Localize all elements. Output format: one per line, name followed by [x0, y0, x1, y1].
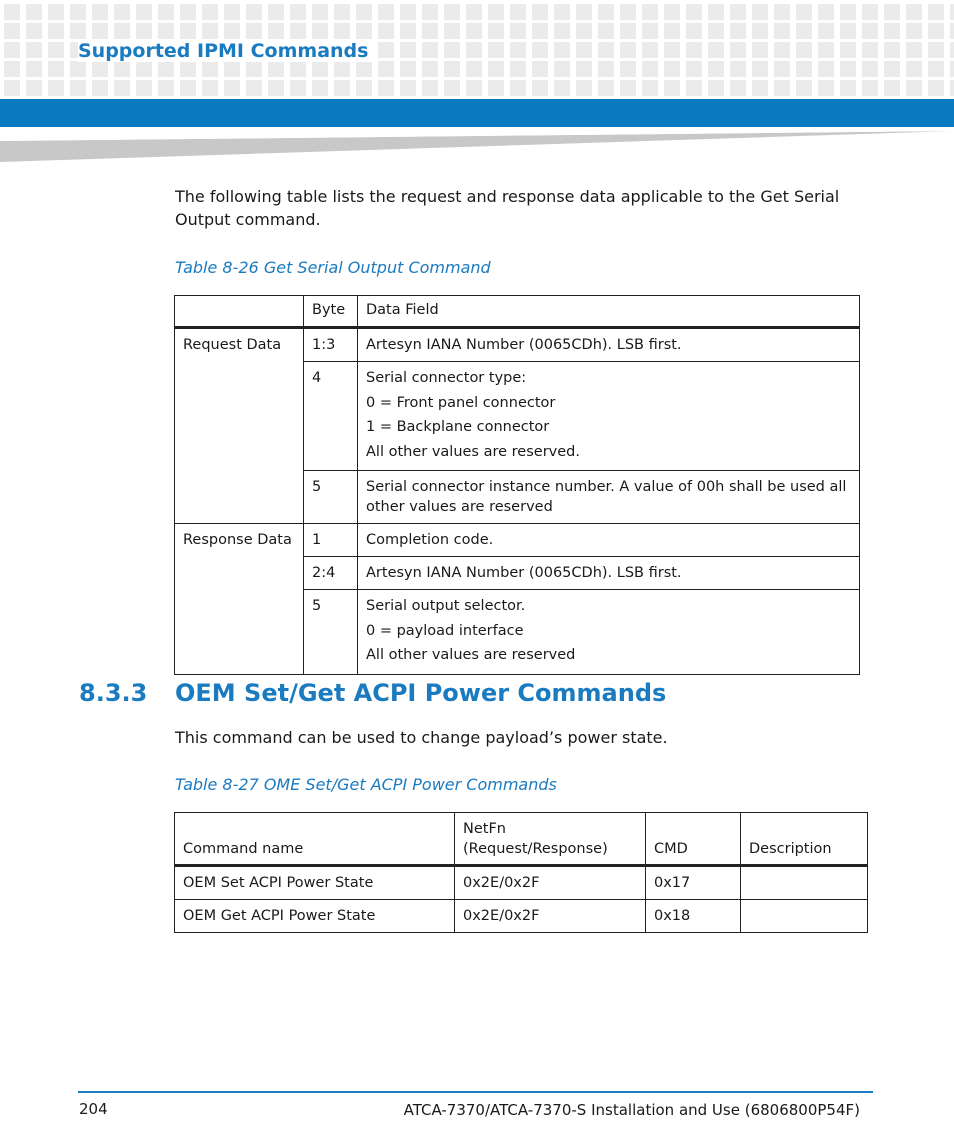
header-pattern-square: [906, 23, 922, 39]
header-pattern-square: [906, 61, 922, 77]
header-pattern-square: [444, 80, 460, 96]
acpi-power-commands-table: [174, 812, 868, 933]
header-pattern-square: [26, 80, 42, 96]
header-pattern-square: [752, 4, 768, 20]
header-pattern-square: [400, 4, 416, 20]
header-pattern-square: [268, 4, 284, 20]
header-pattern-square: [136, 23, 152, 39]
header-pattern-square: [664, 61, 680, 77]
header-pattern-square: [950, 23, 954, 39]
header-pattern-square: [290, 23, 306, 39]
header-pattern-square: [576, 4, 592, 20]
header-pattern-square: [906, 4, 922, 20]
header-pattern-square: [136, 61, 152, 77]
data-line: Serial connector instance number. A value of 00h shall be used all other values are reserved: [366, 479, 847, 515]
header-pattern-square: [884, 61, 900, 77]
header-pattern-square: [4, 23, 20, 39]
header-pattern-square: [840, 42, 856, 58]
data-field-cell: [358, 524, 860, 557]
table2-caption: Table 8-27 OME Set/Get ACPI Power Commands: [175, 775, 557, 794]
header-pattern-square: [708, 61, 724, 77]
section-intro: This command can be used to change payload’s power state.: [175, 728, 668, 747]
header-pattern-square: [334, 4, 350, 20]
header-pattern-square: [224, 80, 240, 96]
netfn-cell: 0x2E/0x2F: [455, 900, 646, 933]
netfn-cell: 0x2E/0x2F: [455, 866, 646, 900]
header-pattern-square: [378, 42, 394, 58]
header-pattern-square: [268, 80, 284, 96]
header-pattern-square: [356, 80, 372, 96]
header-pattern-square: [620, 61, 636, 77]
header-pattern-square: [510, 80, 526, 96]
description-cell: [741, 866, 868, 900]
document-title: ATCA-7370/ATCA-7370-S Installation and Use (6806800P54F): [403, 1101, 860, 1119]
header-pattern-square: [114, 23, 130, 39]
header-pattern-square: [884, 42, 900, 58]
header-pattern-square: [708, 42, 724, 58]
header-pattern-square: [422, 23, 438, 39]
header-pattern-square: [114, 4, 130, 20]
header-pattern-square: [224, 61, 240, 77]
data-line: Artesyn IANA Number (0065CDh). LSB first.: [366, 337, 682, 353]
data-line: 1 = Backplane connector: [366, 419, 550, 435]
header-pattern-square: [576, 80, 592, 96]
header-pattern-square: [356, 23, 372, 39]
intro-paragraph: The following table lists the request and response data applicable to the Get Serial Output command.: [175, 187, 840, 229]
header-pattern-square: [532, 4, 548, 20]
header-pattern-square: [840, 80, 856, 96]
header-pattern-square: [466, 23, 482, 39]
header-pattern-square: [422, 61, 438, 77]
header-pattern-square: [620, 4, 636, 20]
data-line: Artesyn IANA Number (0065CDh). LSB first.: [366, 565, 682, 581]
header-pattern-square: [488, 80, 504, 96]
byte-cell: 4: [304, 362, 358, 471]
header-pattern-square: [378, 23, 394, 39]
header-pattern-square: [884, 4, 900, 20]
command-name-cell: OEM Get ACPI Power State: [175, 900, 455, 933]
header-pattern-square: [4, 42, 20, 58]
header-pattern-square: [774, 42, 790, 58]
header-netfn-line: (Request/Response): [463, 841, 608, 857]
header-pattern-square: [532, 61, 548, 77]
header-cell-byte: Byte: [304, 296, 358, 328]
header-pattern-square: [246, 4, 262, 20]
data-line: Serial output selector.: [366, 598, 526, 614]
header-pattern-square: [290, 61, 306, 77]
header-pattern-square: [466, 61, 482, 77]
header-pattern-square: [114, 80, 130, 96]
header-pattern-square: [532, 80, 548, 96]
header-pattern-square: [752, 61, 768, 77]
header-pattern-square: [950, 42, 954, 58]
header-pattern-square: [686, 42, 702, 58]
header-pattern-square: [400, 42, 416, 58]
header-pattern-square: [400, 80, 416, 96]
header-pattern-square: [48, 61, 64, 77]
header-pattern-square: [796, 61, 812, 77]
header-pattern-square: [928, 4, 944, 20]
header-pattern-square: [642, 23, 658, 39]
header-pattern-square: [422, 80, 438, 96]
header-pattern-square: [642, 42, 658, 58]
header-pattern-square: [4, 4, 20, 20]
section-title: OEM Set/Get ACPI Power Commands: [175, 679, 667, 707]
header-pattern-square: [840, 23, 856, 39]
header-pattern-square: [840, 4, 856, 20]
data-line: All other values are reserved.: [366, 443, 580, 460]
header-pattern-square: [466, 80, 482, 96]
header-pattern-square: [730, 61, 746, 77]
header-pattern-square: [312, 23, 328, 39]
data-field-cell: [358, 471, 860, 524]
header-pattern-square: [92, 80, 108, 96]
table-header-row: [175, 296, 860, 328]
header-pattern-square: [136, 80, 152, 96]
header-pattern-square: [664, 4, 680, 20]
header-pattern-square: [730, 42, 746, 58]
header-netfn-line: NetFn: [463, 821, 506, 837]
header-pattern-square: [202, 61, 218, 77]
header-pattern-square: [774, 61, 790, 77]
header-pattern-square: [136, 4, 152, 20]
header-pattern-square: [26, 4, 42, 20]
header-cell-command-name: Command name: [175, 813, 455, 866]
header-pattern-square: [26, 42, 42, 58]
header-pattern-square: [818, 4, 834, 20]
header-pattern-square: [708, 80, 724, 96]
data-field-cell: [358, 328, 860, 362]
header-pattern-square: [180, 23, 196, 39]
data-field-cell: [358, 590, 860, 675]
header-pattern-square: [202, 23, 218, 39]
header-pattern-square: [642, 80, 658, 96]
header-pattern-square: [796, 80, 812, 96]
header-pattern-square: [510, 61, 526, 77]
header-pattern-square: [356, 4, 372, 20]
header-pattern-square: [158, 80, 174, 96]
header-pattern-square: [26, 23, 42, 39]
header-pattern-square: [862, 42, 878, 58]
header-pattern-square: [818, 42, 834, 58]
data-line: All other values are reserved: [366, 647, 576, 663]
header-pattern-square: [180, 61, 196, 77]
header-pattern-square: [796, 4, 812, 20]
header-pattern-square: [70, 80, 86, 96]
header-pattern-square: [862, 23, 878, 39]
response-data-label: Response Data: [175, 524, 304, 675]
header-pattern-square: [378, 4, 394, 20]
header-pattern-square: [554, 61, 570, 77]
header-pattern-square: [422, 4, 438, 20]
header-pattern-square: [510, 23, 526, 39]
header-pattern-square: [642, 4, 658, 20]
header-pattern-square: [928, 80, 944, 96]
header-grey-wedge: [0, 131, 954, 163]
header-title: Supported IPMI Commands: [78, 40, 372, 62]
header-pattern-square: [92, 61, 108, 77]
page-number: 204: [79, 1100, 108, 1118]
header-pattern-square: [730, 23, 746, 39]
header-pattern-square: [26, 61, 42, 77]
header-pattern-square: [378, 61, 394, 77]
cmd-cell: 0x18: [646, 900, 741, 933]
header-pattern-square: [818, 61, 834, 77]
header-pattern-square: [48, 23, 64, 39]
header-pattern-square: [752, 80, 768, 96]
header-cell-blank: [175, 296, 304, 328]
byte-cell: 2:4: [304, 557, 358, 590]
header-pattern-square: [158, 23, 174, 39]
header-pattern-square: [488, 42, 504, 58]
data-line: Serial connector type:: [366, 370, 527, 386]
header-pattern-square: [510, 4, 526, 20]
header-pattern-square: [70, 4, 86, 20]
header-pattern-square: [444, 4, 460, 20]
header-pattern-square: [554, 23, 570, 39]
command-name-cell: OEM Set ACPI Power State: [175, 866, 455, 900]
header-pattern-square: [532, 42, 548, 58]
header-pattern-square: [510, 42, 526, 58]
header-pattern-square: [576, 23, 592, 39]
header-pattern-square: [224, 4, 240, 20]
header-pattern-square: [576, 61, 592, 77]
cmd-cell: 0x17: [646, 866, 741, 900]
header-pattern-square: [466, 42, 482, 58]
footer-rule: [78, 1091, 873, 1093]
header-pattern-square: [70, 61, 86, 77]
header-pattern-square: [620, 42, 636, 58]
byte-cell: 1:3: [304, 328, 358, 362]
data-line: Completion code.: [366, 532, 494, 548]
header-pattern-square: [554, 80, 570, 96]
header-pattern-square: [862, 61, 878, 77]
header-pattern-square: [334, 61, 350, 77]
header-pattern-square: [246, 80, 262, 96]
header-pattern-square: [268, 23, 284, 39]
header-pattern-square: [444, 42, 460, 58]
header-cell-netfn: [455, 813, 646, 866]
header-pattern-square: [554, 42, 570, 58]
header-cell-cmd: CMD: [646, 813, 741, 866]
header-pattern-square: [92, 4, 108, 20]
header-pattern-square: [752, 42, 768, 58]
header-pattern-square: [334, 23, 350, 39]
header-pattern-square: [884, 23, 900, 39]
header-pattern-square: [598, 23, 614, 39]
header-pattern-square: [796, 23, 812, 39]
header-pattern-square: [950, 4, 954, 20]
header-pattern-square: [488, 61, 504, 77]
table-row: [175, 866, 868, 900]
header-pattern-square: [4, 61, 20, 77]
header-pattern-square: [48, 4, 64, 20]
header-pattern-square: [158, 4, 174, 20]
header-pattern-square: [114, 61, 130, 77]
header-pattern-square: [906, 42, 922, 58]
header-pattern-square: [818, 23, 834, 39]
header-pattern-square: [862, 80, 878, 96]
header-pattern-square: [708, 23, 724, 39]
header-pattern-square: [928, 23, 944, 39]
header-pattern-square: [620, 80, 636, 96]
byte-cell: 5: [304, 471, 358, 524]
header-pattern-square: [950, 61, 954, 77]
header-pattern-square: [92, 23, 108, 39]
header-pattern-square: [818, 80, 834, 96]
header-cell-data-field: Data Field: [358, 296, 860, 328]
header-pattern-square: [752, 23, 768, 39]
header-pattern-square: [686, 61, 702, 77]
header-pattern-square: [290, 80, 306, 96]
header-pattern-square: [598, 80, 614, 96]
header-pattern-square: [422, 42, 438, 58]
header-pattern-square: [928, 61, 944, 77]
header-pattern-square: [598, 42, 614, 58]
header-pattern-square: [664, 42, 680, 58]
header-pattern-square: [642, 61, 658, 77]
header-pattern-square: [862, 4, 878, 20]
table1-caption: Table 8-26 Get Serial Output Command: [175, 258, 491, 277]
header-pattern-square: [796, 42, 812, 58]
header-pattern-square: [950, 80, 954, 96]
header-pattern-square: [400, 61, 416, 77]
data-field-cell: [358, 362, 860, 471]
data-line: 0 = payload interface: [366, 622, 524, 639]
description-cell: [741, 900, 868, 933]
header-pattern-square: [48, 42, 64, 58]
header-pattern-square: [312, 4, 328, 20]
request-data-label: Request Data: [175, 328, 304, 524]
data-line: 0 = Front panel connector: [366, 394, 556, 411]
table-row: [175, 524, 860, 557]
data-field-cell: [358, 557, 860, 590]
byte-cell: 1: [304, 524, 358, 557]
header-pattern-square: [686, 23, 702, 39]
table-row: [175, 328, 860, 362]
header-pattern-square: [774, 80, 790, 96]
header-pattern-square: [730, 80, 746, 96]
header-pattern-square: [378, 80, 394, 96]
header-pattern-square: [532, 23, 548, 39]
header-pattern-square: [576, 42, 592, 58]
header-pattern-square: [48, 80, 64, 96]
header-pattern-square: [664, 23, 680, 39]
header-pattern-square: [4, 80, 20, 96]
header-pattern-square: [840, 61, 856, 77]
header-pattern-square: [180, 4, 196, 20]
header-pattern-square: [356, 61, 372, 77]
header-pattern-square: [708, 4, 724, 20]
header-pattern-square: [598, 61, 614, 77]
header-pattern-square: [202, 80, 218, 96]
header-pattern-square: [730, 4, 746, 20]
header-pattern-square: [928, 42, 944, 58]
header-pattern-square: [334, 80, 350, 96]
header-blue-bar: [0, 99, 954, 127]
header-pattern-square: [774, 23, 790, 39]
header-pattern-square: [444, 61, 460, 77]
header-pattern-square: [488, 4, 504, 20]
header-pattern-square: [268, 61, 284, 77]
table-row: [175, 900, 868, 933]
header-pattern-square: [312, 80, 328, 96]
get-serial-output-table: [174, 295, 860, 675]
header-pattern-square: [444, 23, 460, 39]
header-pattern-square: [246, 61, 262, 77]
header-pattern-square: [202, 4, 218, 20]
header-cell-description: Description: [741, 813, 868, 866]
header-pattern-square: [290, 4, 306, 20]
header-pattern-square: [686, 4, 702, 20]
header-pattern-square: [906, 80, 922, 96]
header-pattern-square: [884, 80, 900, 96]
header-pattern-square: [466, 4, 482, 20]
section-number: 8.3.3: [79, 679, 148, 707]
header-pattern-square: [70, 23, 86, 39]
header-pattern-square: [180, 80, 196, 96]
header-pattern-square: [598, 4, 614, 20]
header-pattern-square: [774, 4, 790, 20]
header-pattern-square: [686, 80, 702, 96]
header-pattern-square: [488, 23, 504, 39]
header-pattern-square: [158, 61, 174, 77]
table-header-row: [175, 813, 868, 866]
byte-cell: 5: [304, 590, 358, 675]
header-pattern-square: [664, 80, 680, 96]
header-pattern-square: [312, 61, 328, 77]
header-pattern-square: [400, 23, 416, 39]
header-pattern-square: [554, 4, 570, 20]
header-pattern-square: [224, 23, 240, 39]
header-pattern-square: [620, 23, 636, 39]
header-pattern-square: [246, 23, 262, 39]
